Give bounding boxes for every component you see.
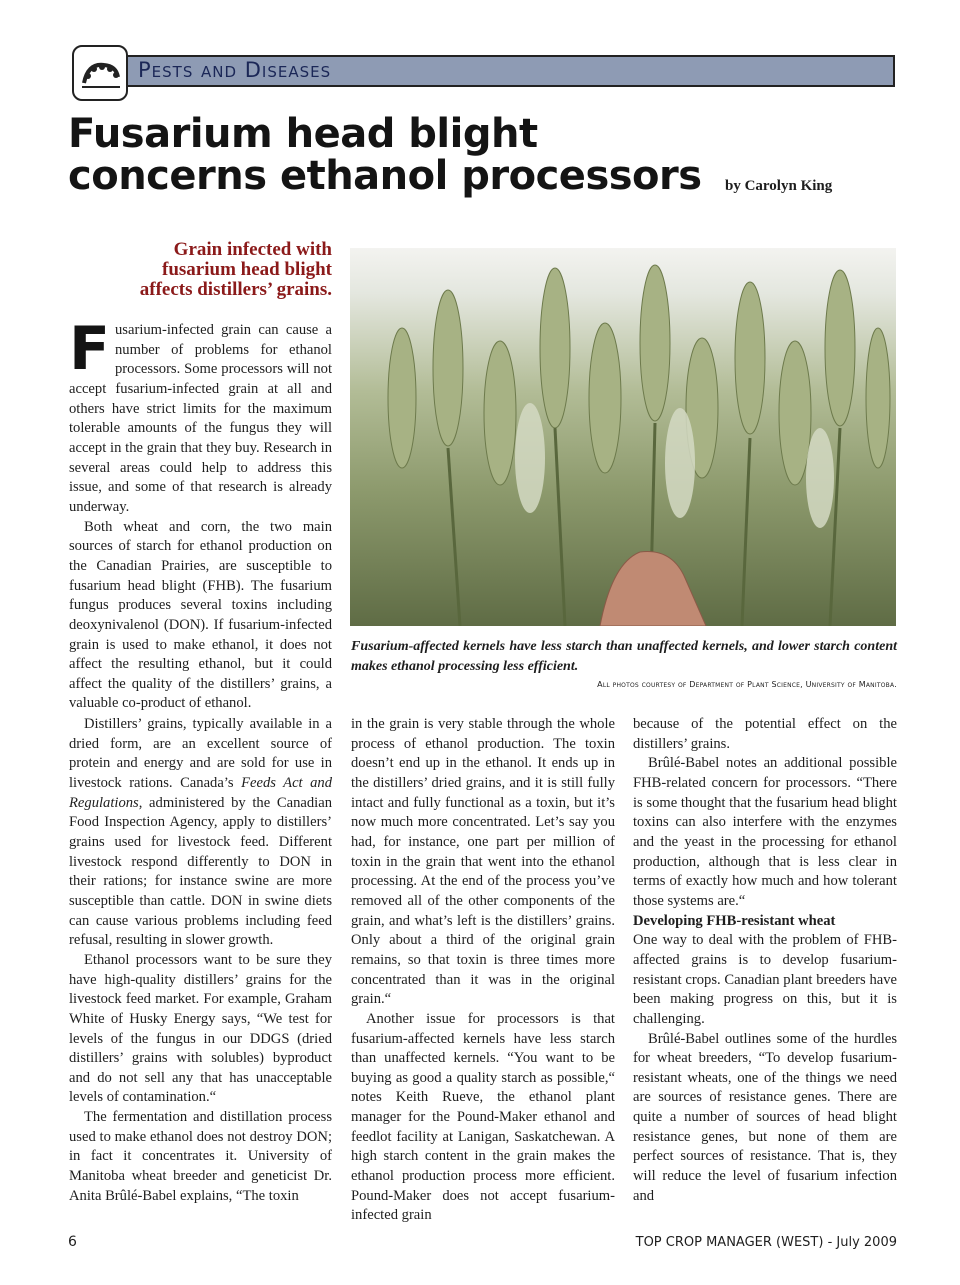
paragraph: Ethanol processors want to be sure they have high-quality distillers’ grains for the livestock feed market. For example, Graham White of Husky Energy says, “We test for levels of the fungus in our DDGS (dried distillers’ grains with solubles) byproduct and do not sell any that has unacceptable levels of contamination.“ [69,951,332,1106]
drop-cap: F [69,314,110,384]
paragraph: because of the potential effect on the distillers’ grains. [633,716,897,752]
photo-caption: Fusarium-affected kernels have less starch than unaffected kernels, and lower starch content makes ethanol processing less efficient. [351,639,897,674]
paragraph: The fermentation and distillation process used to make ethanol does not destroy DON; in fact it concentrates it. University of Manitoba wheat breeder and geneticist Dr. Anita Brûlé-Babel explains, “The toxin [69,1109,332,1204]
caterpillar-icon [72,45,128,101]
article-column-3 [633,715,897,1206]
article-column-1-top [69,314,332,714]
publication-footer: TOP CROP MANAGER (WEST) - July 2009 [635,1235,897,1250]
byline: by Carolyn King [725,178,833,194]
headline-line-1: Fusarium head blight [68,111,538,157]
feeds-act-title: Feeds Act and Regulations [69,774,333,811]
subheading: Developing FHB-resistant wheat [633,912,836,929]
photo-credit: All photos courtesy of Department of Plant Science, University of Manitoba. [597,680,897,689]
paragraph: Brûlé-Babel notes an additional possible FHB-related concern for processors. “There is some thought that the fusarium head blight toxins can also interfere with the enzymes and the yeast in the processing for ethanol production, although that is less clear in terms of exactly how much and how tolerant those systems are.“ [633,755,897,909]
wheat-photo [350,248,896,626]
deck [70,240,332,300]
deck-line-1: Grain infected with [173,239,332,260]
text-run: Distillers’ grains, typically available in a dried form, are an excellent source of protein and energy and are sold for use in livestock rations. Canada’s [69,716,332,791]
article-column-2 [351,715,615,1226]
article-column-1-bottom [69,715,332,1206]
paragraph: Brûlé-Babel outlines some of the hurdles for wheat breeders, “To develop fusarium-resistant wheats, one of the things we need are sources of resistance genes. There are quite a number of sources of head blight resistance genes, but none of them are perfect sources of resistance. That is, they will reduce the level of fusarium infection and [633,1030,897,1204]
headline [68,113,702,197]
paragraph: Both wheat and corn, the two main sources of starch for ethanol production on the Canadian Prairies, are susceptible to fusarium head blight (FHB). The fusarium fungus produces several toxins including deoxynivalenol (DON). If fusarium-infected grain is used to make ethanol, it does not affect the resulting ethanol, but it could affect the quality of the distillers’ grains, a valuable co-product of ethanol. [69,518,332,712]
paragraph: in the grain is very stable through the whole process of ethanol production. The toxin doesn’t end up in the ethanol. It ends up in the distillers’ dried grains, and it is still fully intact and fully functional as a toxin, but it’s now much more concentrated. Let’s say you had, for instance, one part per million of toxin in the grain that went into the ethanol processing. At the end of the process you’ve removed all of the other components of the grain, and what’s left is the distillers’ grains. Only about a third of the original grain remains, so that toxin is three times more concentrated than it was in the original grain.“ [351,716,615,1008]
page-number: 6 [68,1234,77,1250]
paragraph: Another issue for processors is that fusarium-affected kernels have less starch than unaffected kernels. “You want to be buying as good a quality starch as possible,“ notes Keith Rueve, the ethanol plant manager for the Pound-Maker ethanol and feedlot facility at Lanigan, Saskatchewan. A high starch content in the grain makes the ethanol production process more efficient. Pound-Maker does not accept fusarium-infected grain [351,1010,615,1224]
text-run: , administered by the Canadian Food Inspection Agency, apply to distillers’ grains used for livestock feed. Different livestock respond differently to DON in their rations; for instance swine are more susceptible than cattle. DON in swine diets can cause various problems including feed refusal, resulting in slower growth. [69,794,332,949]
section-label: Pests and Diseases [138,58,332,82]
paragraph [69,715,332,951]
headline-line-2: concerns ethanol processors [68,153,702,199]
deck-line-2: fusarium head blight [162,259,332,280]
paragraph-intro: usarium-infected grain can cause a number of problems for ethanol processors. Some processors will not accept fusarium-infected grain at all and others have strict limits for the maximum tolerable amounts of the fungus they will accept in the grain that they buy. Research in several areas could help to address this issue, and some of that research is already underway. [69,322,332,515]
paragraph: One way to deal with the problem of FHB-affected grains is to develop fusarium-resistant crops. Canadian plant breeders have been making progress on this, but it is challenging. [633,932,897,1027]
deck-line-3: affects distillers’ grains. [139,279,332,300]
